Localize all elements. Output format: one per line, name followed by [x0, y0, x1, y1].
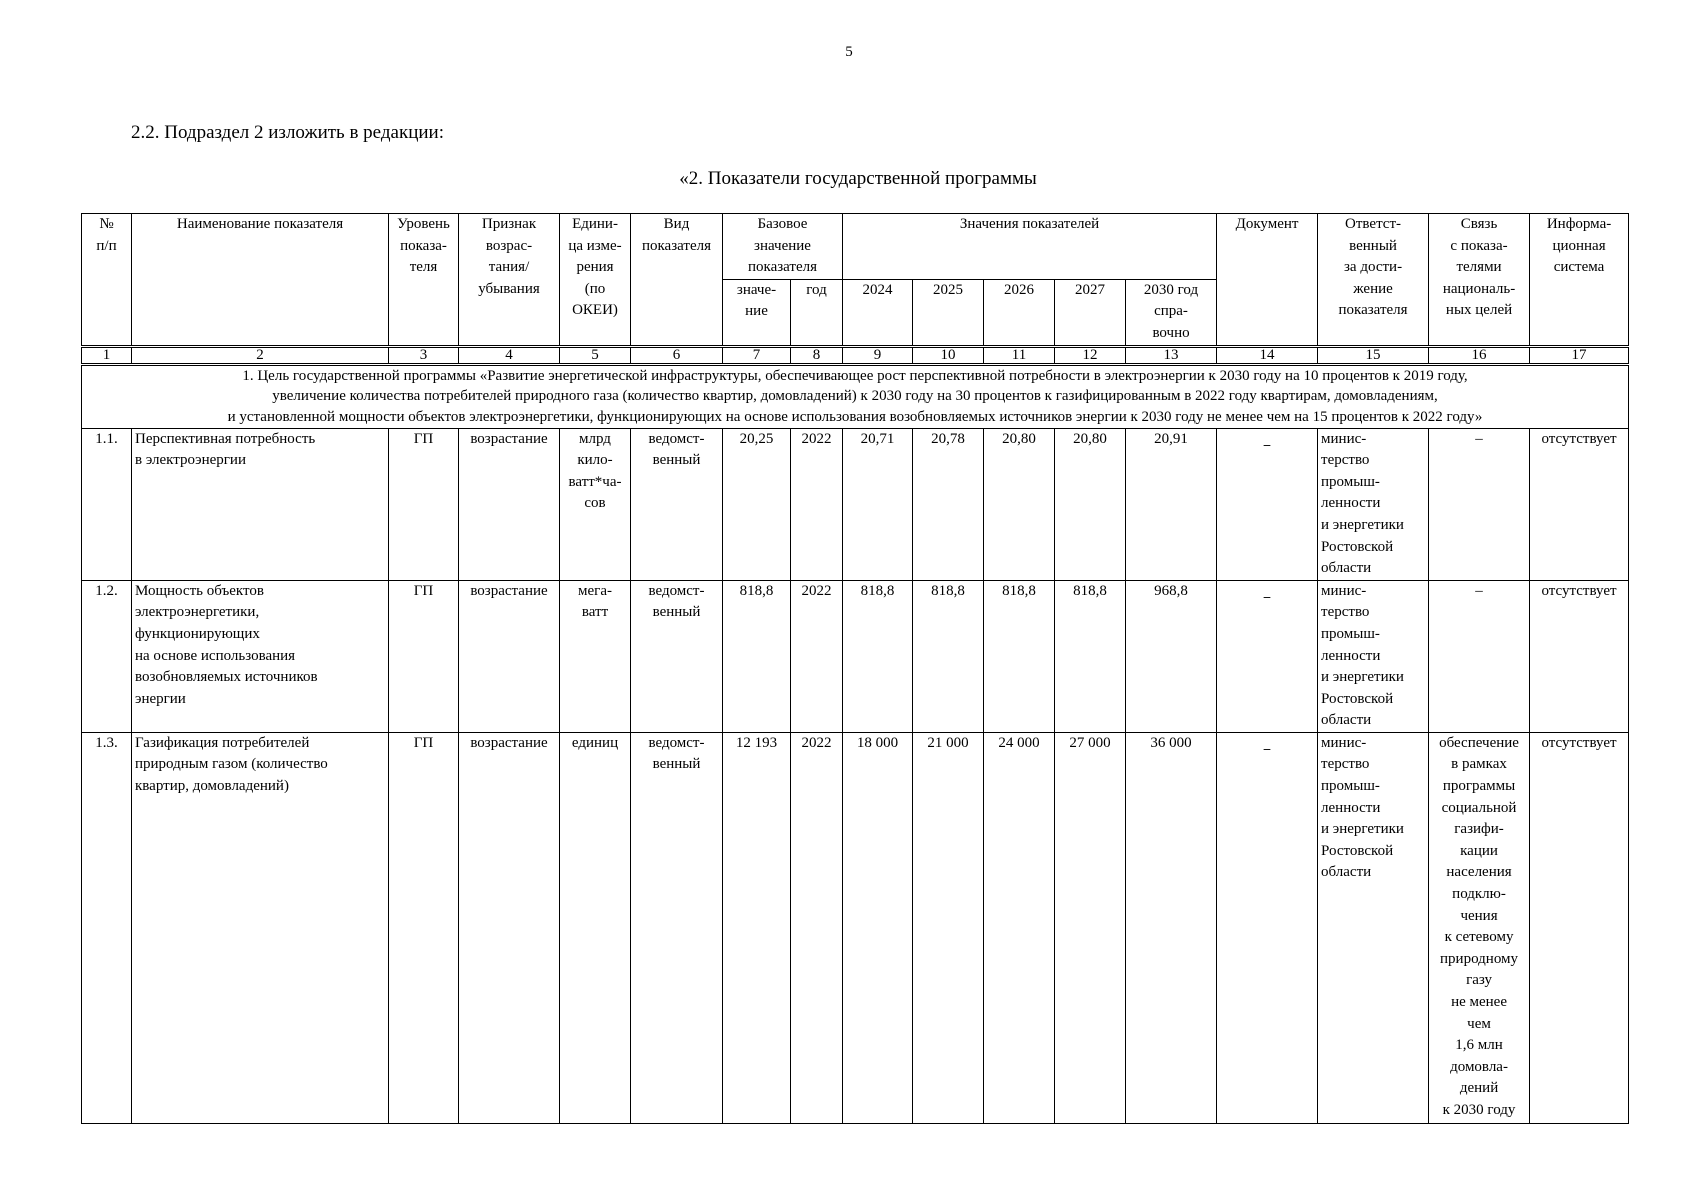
header-name: Наименование показателя [132, 214, 389, 347]
header-level: Уровень показа- теля [389, 214, 459, 347]
row-base-year: 2022 [791, 580, 843, 732]
row-value-2027: 20,80 [1055, 428, 1126, 580]
column-number: 11 [984, 346, 1055, 364]
intro-paragraph: 2.2. Подраздел 2 изложить в редакции: [131, 122, 444, 143]
header-link: Связь с показа- телями националь- ных целей [1429, 214, 1530, 347]
row-responsible: минис- терство промыш- ленности и энергетики Ростовской области [1318, 428, 1429, 580]
row-document: _ [1217, 428, 1318, 580]
row-base-year: 2022 [791, 428, 843, 580]
page-number: 5 [845, 44, 853, 60]
row-value-2024: 20,71 [843, 428, 913, 580]
column-number: 9 [843, 346, 913, 364]
column-number: 15 [1318, 346, 1429, 364]
row-level: ГП [389, 580, 459, 732]
row-infosys: отсутствует [1530, 428, 1629, 580]
header-base-value: значе- ние [723, 279, 791, 346]
row-kind: ведомст- венный [631, 428, 723, 580]
row-trend: возрастание [459, 580, 560, 732]
row-responsible: минис- терство промыш- ленности и энергетики Ростовской области [1318, 732, 1429, 1123]
column-number: 3 [389, 346, 459, 364]
column-number: 14 [1217, 346, 1318, 364]
row-base-value: 20,25 [723, 428, 791, 580]
row-trend: возрастание [459, 428, 560, 580]
header-kind: Вид показателя [631, 214, 723, 347]
header-document: Документ [1217, 214, 1318, 347]
header-year-2030: 2030 год спра- вочно [1126, 279, 1217, 346]
row-base-value: 12 193 [723, 732, 791, 1123]
row-value-2025: 20,78 [913, 428, 984, 580]
row-value-2027: 818,8 [1055, 580, 1126, 732]
row-document: _ [1217, 732, 1318, 1123]
column-number-row [82, 346, 1629, 364]
row-value-2025: 818,8 [913, 580, 984, 732]
header-trend: Признак возрас- тания/ убывания [459, 214, 560, 347]
column-number: 12 [1055, 346, 1126, 364]
row-value-2024: 818,8 [843, 580, 913, 732]
column-number: 2 [132, 346, 389, 364]
table-row [82, 580, 1629, 732]
table-row [82, 428, 1629, 580]
column-number: 1 [82, 346, 132, 364]
table-row [82, 732, 1629, 1123]
column-number: 8 [791, 346, 843, 364]
column-number: 10 [913, 346, 984, 364]
column-number: 6 [631, 346, 723, 364]
header-values: Значения показателей [843, 214, 1217, 280]
row-document: _ [1217, 580, 1318, 732]
column-number: 16 [1429, 346, 1530, 364]
row-link: – [1429, 428, 1530, 580]
row-unit: млрд кило- ватт*ча- сов [560, 428, 631, 580]
row-value-2026: 818,8 [984, 580, 1055, 732]
header-infosys: Информа- ционная система [1530, 214, 1629, 347]
row-infosys: отсутствует [1530, 732, 1629, 1123]
row-name: Перспективная потребность в электроэнергии [132, 428, 389, 580]
column-number: 5 [560, 346, 631, 364]
row-name: Газификация потребителей природным газом (количество квартир, домовладений) [132, 732, 389, 1123]
row-link: обеспечение в рамках программы социальной газифи- кации населения подклю- чения к сетевому природному газу не менее чем 1,6 млн домовла- дений к 2030 году [1429, 732, 1530, 1123]
header-num: № п/п [82, 214, 132, 347]
row-link: – [1429, 580, 1530, 732]
row-value-2026: 24 000 [984, 732, 1055, 1123]
header-year-2025: 2025 [913, 279, 984, 346]
table-title: «2. Показатели государственной программы [679, 168, 1037, 189]
indicators-table [81, 213, 1629, 1124]
row-level: ГП [389, 428, 459, 580]
row-value-2024: 18 000 [843, 732, 913, 1123]
row-num: 1.2. [82, 580, 132, 732]
row-kind: ведомст- венный [631, 732, 723, 1123]
row-name: Мощность объектов электроэнергетики, функционирующих на основе использования возобновляемых источников энергии [132, 580, 389, 732]
row-value-2030: 968,8 [1126, 580, 1217, 732]
row-num: 1.1. [82, 428, 132, 580]
row-level: ГП [389, 732, 459, 1123]
header-year-2024: 2024 [843, 279, 913, 346]
header-responsible: Ответст- венный за дости- жение показателя [1318, 214, 1429, 347]
row-value-2030: 36 000 [1126, 732, 1217, 1123]
column-number: 17 [1530, 346, 1629, 364]
column-number: 4 [459, 346, 560, 364]
column-number: 13 [1126, 346, 1217, 364]
row-base-year: 2022 [791, 732, 843, 1123]
header-unit: Едини- ца изме- рения (по ОКЕИ) [560, 214, 631, 347]
goal-statement: 1. Цель государственной программы «Развитие энергетической инфраструктуры, обеспечивающее рост перспективной потребности в электроэнергии к 2030 году на 10 процентов к 2019 году, увеличение количества потребителей природного газа (количество квартир, домовладений) к 2030 году на 30 процентов к газифицированным в 2022 году квартирам, домовладениям, и установленной мощности объектов электроэнергетики, функционирующих на основе использования возобновляемых источников энергии к 2030 году не менее чем на 15 процентов к 2022 году» [82, 364, 1629, 428]
header-base-year: год [791, 279, 843, 346]
row-num: 1.3. [82, 732, 132, 1123]
header-year-2026: 2026 [984, 279, 1055, 346]
row-unit: единиц [560, 732, 631, 1123]
row-value-2030: 20,91 [1126, 428, 1217, 580]
row-value-2025: 21 000 [913, 732, 984, 1123]
row-unit: мега- ватт [560, 580, 631, 732]
header-base: Базовое значение показателя [723, 214, 843, 280]
column-number: 7 [723, 346, 791, 364]
row-value-2027: 27 000 [1055, 732, 1126, 1123]
row-base-value: 818,8 [723, 580, 791, 732]
row-value-2026: 20,80 [984, 428, 1055, 580]
row-infosys: отсутствует [1530, 580, 1629, 732]
row-kind: ведомст- венный [631, 580, 723, 732]
row-trend: возрастание [459, 732, 560, 1123]
header-year-2027: 2027 [1055, 279, 1126, 346]
row-responsible: минис- терство промыш- ленности и энергетики Ростовской области [1318, 580, 1429, 732]
